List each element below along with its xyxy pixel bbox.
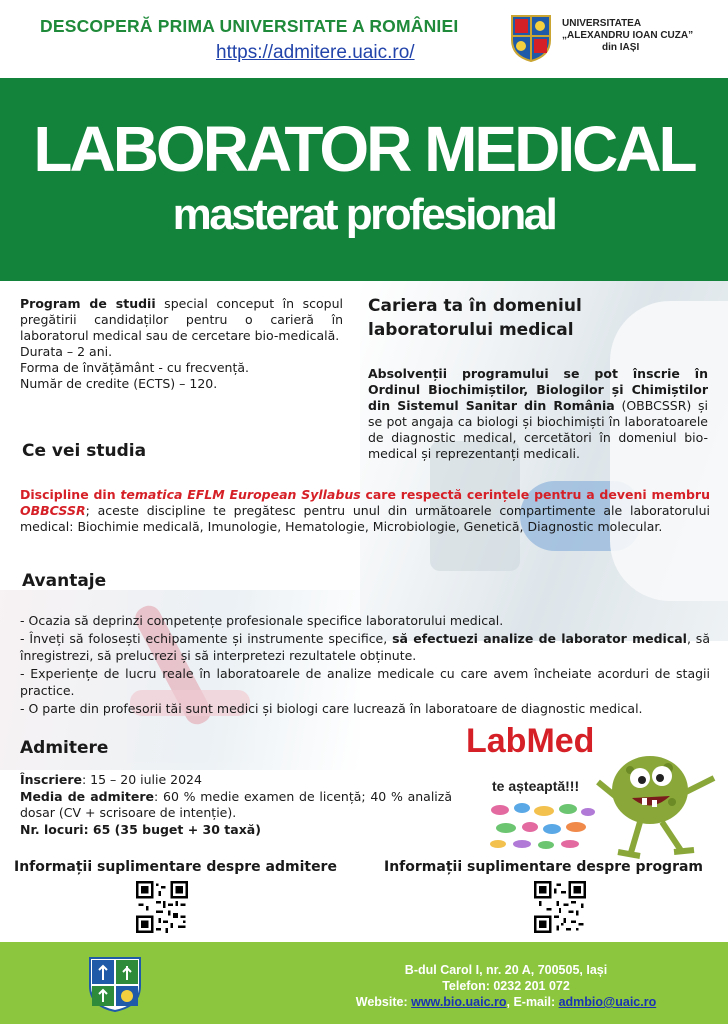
- program-qr-code-icon[interactable]: [534, 881, 586, 933]
- page-subtitle: masterat profesional: [172, 190, 556, 239]
- title-banner: [0, 78, 728, 281]
- list-item: - Înveți să folosești echipamente și instrumente specifice, să efectuezi analize de laborator medical, să înregistrezi, să prelucrezi și să interpretezi rezultatele obținute.: [20, 630, 710, 663]
- top-header: [0, 0, 728, 78]
- footer-address: B-dul Carol I, nr. 20 A, 700505, Iași: [404, 963, 608, 977]
- admission-details: Înscriere: 15 – 20 iulie 2024 Media de admitere: 60 % medie examen de licență; 40 % analiză dosar (CV + scrisoare de intenție). Nr. locuri: 65 (35 buget + 30 taxă): [20, 772, 452, 837]
- advantages-heading: Avantaje: [22, 571, 107, 591]
- awaits-text: te așteaptă!!!: [492, 778, 580, 794]
- form-text: Forma de învățământ - cu frecvență.: [20, 360, 249, 375]
- admission-info-heading: Informații suplimentare despre admitere: [14, 859, 337, 875]
- faculty-crest-icon: [88, 956, 142, 1012]
- duration-text: Durata – 2 ani.: [20, 344, 113, 359]
- credits-text: Număr de credite (ECTS) – 120.: [20, 376, 218, 391]
- footer-contact: B-dul Carol I, nr. 20 A, 700505, Iași Telefon: 0232 201 072 Website: www.bio.uaic.ro, E-mail: admbio@uaic.ro: [300, 962, 712, 1010]
- study-text: Discipline din tematica EFLM European Syllabus care respectă cerințele pentru a deveni membru OBBCSSR; aceste discipline te pregătesc pentru unul din următoarele compartimente ale laboratorului medical: Biochimie medicală, Imunologie, Hematologie, Microbiologie, Genetică, Diagnostic molecular.: [20, 487, 710, 534]
- list-item: - Ocazia să deprinzi competențe profesionale specifice laboratorului medical.: [20, 613, 504, 628]
- website-link[interactable]: www.bio.uaic.ro: [411, 995, 507, 1009]
- admission-heading: Admitere: [20, 738, 109, 758]
- university-crest-icon: [510, 14, 552, 62]
- university-name: UNIVERSITATEA „ALEXANDRU IOAN CUZA” din IAȘI: [562, 18, 694, 53]
- study-heading: Ce vei studia: [22, 441, 147, 461]
- footer-phone: Telefon: 0232 201 072: [442, 979, 570, 993]
- admission-site-link[interactable]: https://admitere.uaic.ro/: [216, 42, 415, 63]
- admission-qr-code-icon[interactable]: [136, 881, 188, 933]
- germ-mascot-icon: [590, 730, 720, 860]
- advantages-list: [20, 612, 710, 717]
- list-item: - Experiențe de lucru reale în laboratoarele de analize medicale cu care avem încheiate acorduri de stagii practice.: [20, 665, 710, 698]
- tagline: DESCOPERĂ PRIMA UNIVERSITATE A ROMÂNIEI: [40, 16, 459, 36]
- page-title: LABORATOR MEDICAL: [33, 113, 695, 185]
- email-link[interactable]: admbio@uaic.ro: [558, 995, 657, 1009]
- program-intro: Program de studii special conceput în scopul pregătirii candidaților pentru o carieră în laboratorul medical sau de cercetare bio-medicală. Durata – 2 ani. Forma de învățământ - cu frecvență. Număr de credite (ECTS) – 120.: [20, 296, 343, 391]
- microbes-illustration-icon: [488, 800, 598, 850]
- career-text: Absolvenții programului se pot înscrie în Ordinul Biochimiștilor, Biologilor și Chimiștilor din Sistemul Sanitar din România (OBBCSSR) și se pot angaja ca biologi și biochimiști în laboratoarele de diagnostic medical, cercetători în domeniul bio-medical și reprezentanți medicali.: [368, 366, 708, 461]
- program-info-heading: Informații suplimentare despre program: [384, 859, 704, 875]
- career-heading: Cariera ta în domeniul laboratorului medical: [368, 296, 582, 340]
- footer: [0, 942, 728, 1024]
- labmed-logo-text: LabMed: [466, 722, 595, 760]
- list-item: - O parte din profesorii tăi sunt medici și biologi care lucrează în laboratoare de diagnostic medical.: [20, 700, 643, 716]
